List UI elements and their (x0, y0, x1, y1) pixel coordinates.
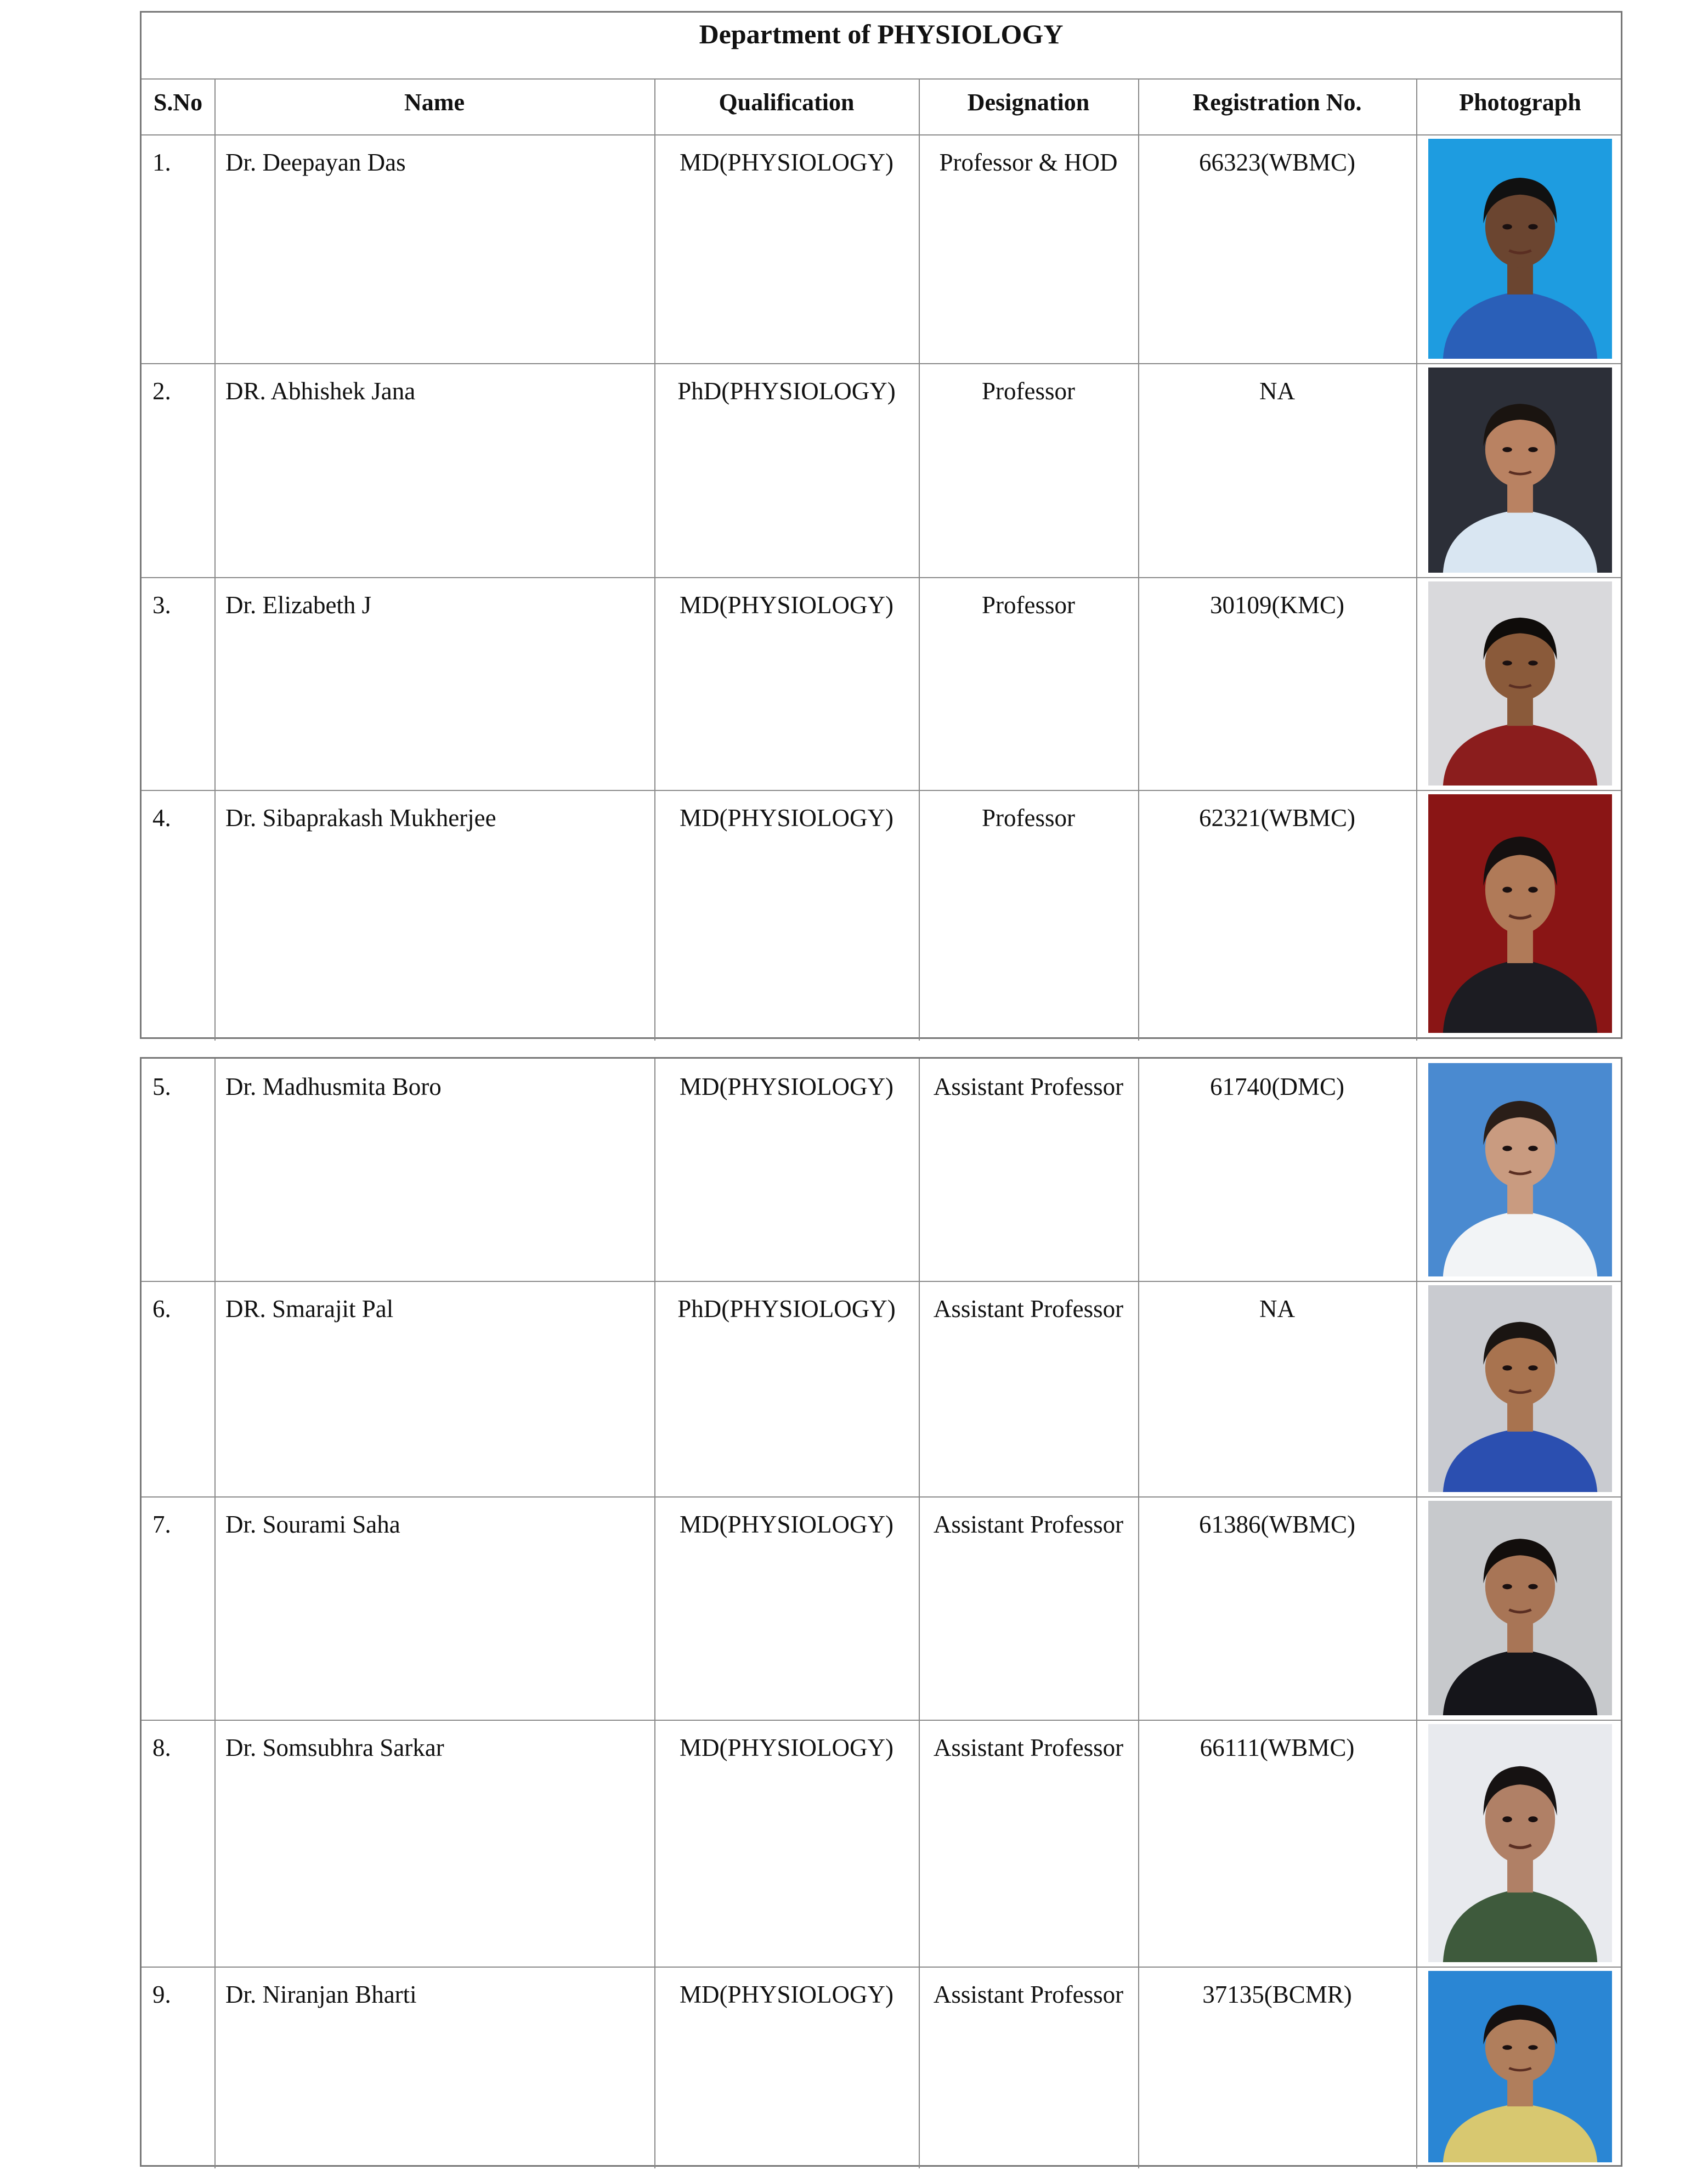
staff-photo (1428, 139, 1612, 359)
cell-registration: NA (1259, 1295, 1295, 1323)
cell-qualification: PhD(PHYSIOLOGY) (677, 1295, 896, 1323)
column-header-name: Name (404, 89, 465, 116)
cell-designation: Professor (982, 377, 1075, 405)
cell-name: DR. Smarajit Pal (225, 1295, 394, 1323)
cell-sno: 6. (152, 1295, 171, 1323)
cell-designation: Professor & HOD (939, 149, 1118, 176)
staff-table-part-2 (140, 1057, 1622, 2167)
cell-registration: 62321(WBMC) (1199, 804, 1355, 832)
cell-registration: 61740(DMC) (1210, 1073, 1344, 1100)
staff-table-part-1 (140, 11, 1622, 1039)
cell-designation: Assistant Professor (933, 1734, 1124, 1761)
cell-qualification: MD(PHYSIOLOGY) (680, 149, 893, 176)
staff-photo (1428, 1971, 1612, 2162)
cell-sno: 8. (152, 1734, 171, 1761)
column-divider (654, 78, 655, 1041)
column-divider (919, 78, 920, 1041)
cell-sno: 7. (152, 1511, 171, 1538)
cell-registration: 30109(KMC) (1210, 591, 1344, 619)
cell-designation: Professor (982, 591, 1075, 619)
column-divider (214, 78, 216, 1041)
column-divider (1416, 1059, 1417, 2168)
column-header-registration: Registration No. (1192, 89, 1362, 116)
column-header-photo: Photograph (1459, 89, 1581, 116)
cell-designation: Assistant Professor (933, 1981, 1124, 2008)
column-divider (1138, 78, 1139, 1041)
cell-registration: NA (1259, 377, 1295, 405)
cell-qualification: MD(PHYSIOLOGY) (680, 1073, 893, 1100)
cell-qualification: MD(PHYSIOLOGY) (680, 1511, 893, 1538)
staff-photo (1428, 1724, 1612, 1962)
cell-name: Dr. Madhusmita Boro (225, 1073, 442, 1100)
cell-designation: Assistant Professor (933, 1073, 1124, 1100)
cell-qualification: MD(PHYSIOLOGY) (680, 804, 893, 832)
cell-designation: Professor (982, 804, 1075, 832)
staff-photo (1428, 794, 1612, 1033)
staff-photo (1428, 1285, 1612, 1492)
cell-designation: Assistant Professor (933, 1511, 1124, 1538)
cell-designation: Assistant Professor (933, 1295, 1124, 1323)
cell-sno: 9. (152, 1981, 171, 2008)
cell-name: DR. Abhishek Jana (225, 377, 416, 405)
cell-qualification: MD(PHYSIOLOGY) (680, 1981, 893, 2008)
cell-name: Dr. Sourami Saha (225, 1511, 400, 1538)
cell-sno: 2. (152, 377, 171, 405)
cell-qualification: MD(PHYSIOLOGY) (680, 1734, 893, 1761)
cell-registration: 66323(WBMC) (1199, 149, 1355, 176)
cell-name: Dr. Somsubhra Sarkar (225, 1734, 444, 1761)
cell-sno: 4. (152, 804, 171, 832)
cell-name: Dr. Sibaprakash Mukherjee (225, 804, 496, 832)
staff-photo (1428, 1501, 1612, 1715)
cell-name: Dr. Niranjan Bharti (225, 1981, 417, 2008)
staff-photo (1428, 368, 1612, 573)
cell-qualification: MD(PHYSIOLOGY) (680, 591, 893, 619)
cell-name: Dr. Elizabeth J (225, 591, 372, 619)
cell-registration: 66111(WBMC) (1200, 1734, 1355, 1761)
column-header-sno: S.No (153, 89, 203, 116)
staff-photo (1428, 1063, 1612, 1276)
column-header-qualification: Qualification (719, 89, 855, 116)
cell-registration: 61386(WBMC) (1199, 1511, 1355, 1538)
cell-name: Dr. Deepayan Das (225, 149, 406, 176)
staff-photo (1428, 581, 1612, 786)
page-title: Department of PHYSIOLOGY (699, 19, 1064, 49)
cell-registration: 37135(BCMR) (1202, 1981, 1352, 2008)
cell-qualification: PhD(PHYSIOLOGY) (677, 377, 896, 405)
cell-sno: 5. (152, 1073, 171, 1100)
column-divider (1416, 78, 1417, 1041)
cell-sno: 1. (152, 149, 171, 176)
cell-sno: 3. (152, 591, 171, 619)
column-header-designation: Designation (967, 89, 1090, 116)
